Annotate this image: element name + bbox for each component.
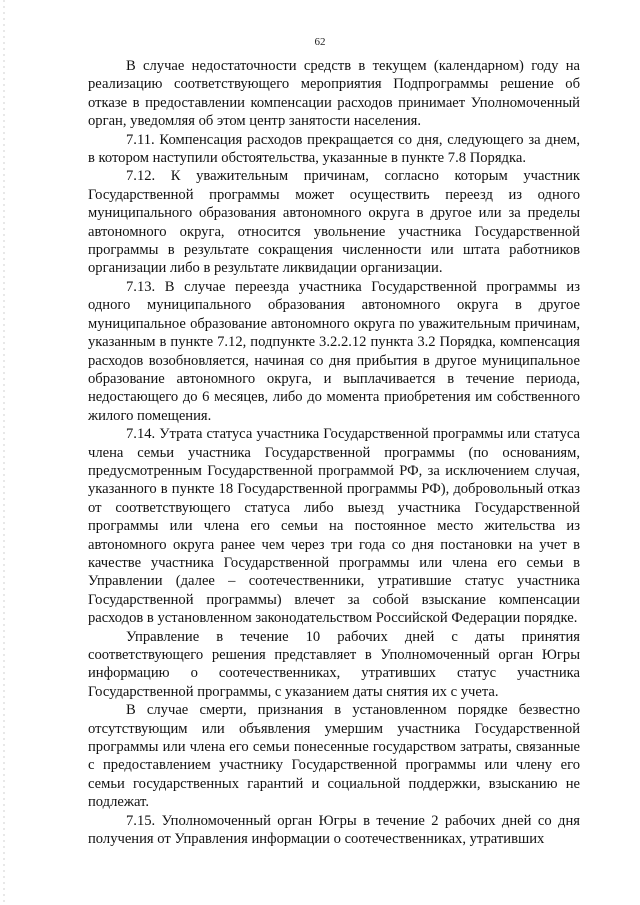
paragraph-7-15: 7.15. Уполномоченный орган Югры в течение 2 рабочих дней со дня получения от Управления информации о соотечественниках, утративших xyxy=(88,812,580,848)
page-number: 62 xyxy=(314,36,326,48)
paragraph-death-case: В случае смерти, признания в установленном порядке безвестно отсутствующим или объявления умершим участника Государственной программы или члена его семьи понесенные государством затраты, связанные с предоставлением участнику Государственной программы или члену его семьи государственных гарантий и социальной поддержки, взысканию не подлежат. xyxy=(88,702,580,811)
binding-edge-mark xyxy=(3,0,5,905)
document-body xyxy=(88,57,580,848)
paragraph-7-13: 7.13. В случае переезда участника Государственной программы из одного муниципального образования автономного округа в другое муниципальное образование автономного округа по уважительным причинам, указанным в пункте 7.12, подпункте 3.2.2.12 пункта 3.2 Порядка, компенсация расходов возобновляется, начиная со дня прибытия в другое муниципальное образование автономного округа, и выплачивается в течение периода, недостающего до 6 месяцев, либо до момента приобретения им собственного жилого помещения. xyxy=(88,278,580,424)
paragraph-insufficient-funds: В случае недостаточности средств в текущем (календарном) году на реализацию соответствующего мероприятия Подпрограммы решение об отказе в предоставлении компенсации расходов принимает Уполномоченный орган, уведомляя об этом центр занятости населения. xyxy=(88,58,580,130)
paragraph-7-12: 7.12. К уважительным причинам, согласно которым участник Государственной программы может осуществить переезд из одного муниципального образования автономного округа в другое или за пределы автономного округа, относится увольнение участника Государственной программы в результате сокращения численности или штата работников организации либо в результате ликвидации организации. xyxy=(88,168,580,277)
paragraph-7-14: 7.14. Утрата статуса участника Государственной программы или статуса члена семьи участника Государственной программы (по основаниям, предусмотренным Государственной программой РФ, за исключением случая, указанного в пункте 18 Государственной программы РФ), добровольный отказ от соответствующего статуса либо выезд участника Государственной программы или члена его семьи на постоянное место жительства из автономного округа ранее чем через три года со дня постановки на учет в качестве участника Государственной программы или члена его семьи в Управлении (далее – соотечественники, утратившие статус участника Государственной программы) влечет за собой взыскание компенсации расходов в установленном законодательством Российской Федерации порядке. xyxy=(88,426,580,627)
paragraph-management-reporting: Управление в течение 10 рабочих дней с даты принятия соответствующего решения представляет в Уполномоченный орган Югры информацию о соотечественниках, утративших статус участника Государственной программы, с указанием даты снятия их с учета. xyxy=(88,628,580,700)
paragraph-7-11: 7.11. Компенсация расходов прекращается со дня, следующего за днем, в котором наступили обстоятельства, указанные в пункте 7.8 Порядка. xyxy=(88,131,580,167)
